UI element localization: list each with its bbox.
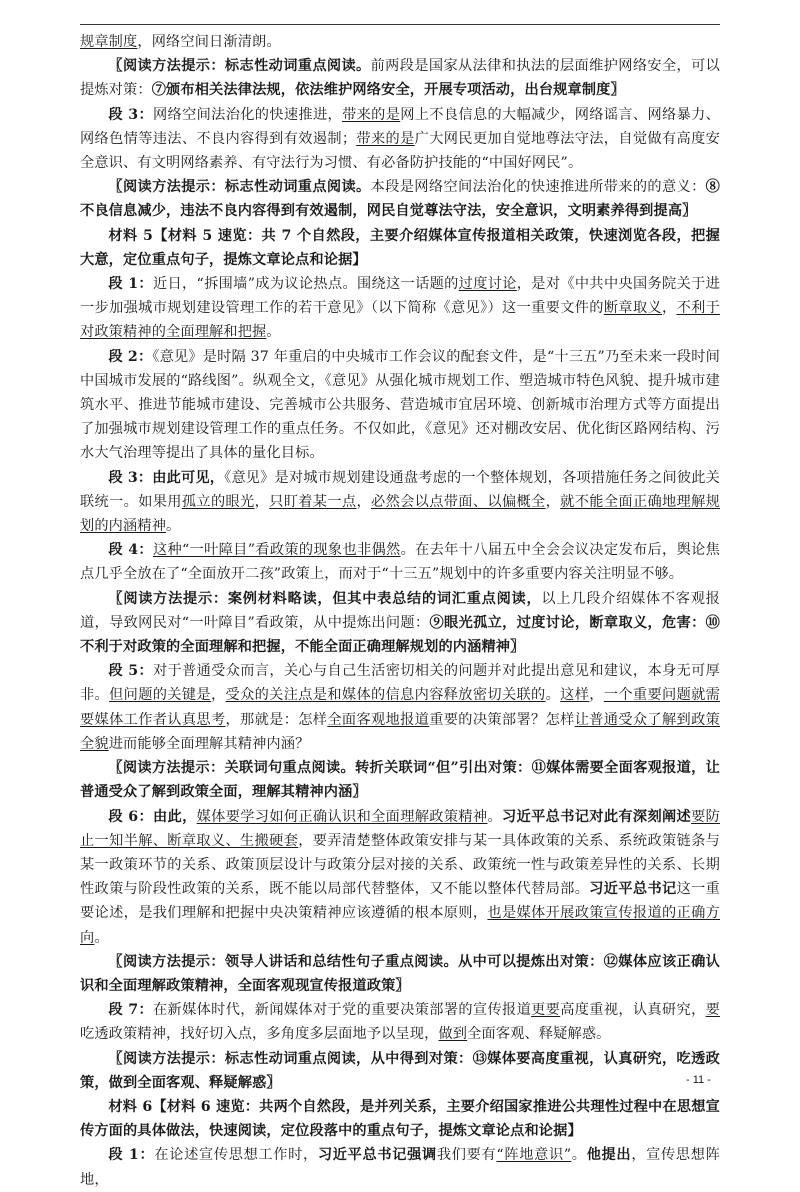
bold-text: 段 5： xyxy=(108,663,153,680)
bold-text: 〖阅读方法提示：领导人讲话和总结性句子重点阅读。从中可以提炼出对策：⑫媒体应该正确认识和全面理解政策精神，全面客观现宣传报道政策〗 xyxy=(80,953,720,994)
text-run: 吃透政策精神，找好切入点，多角度多层面地予以呈现， xyxy=(80,1026,439,1043)
text-run: 在新媒体时代，新闻媒体对于党的重要决策部署的宣传报道 xyxy=(153,1002,532,1019)
text-run: 《意见》是时隔 37 年重启的中央城市工作会议的配套文件，是“十三五”乃至未来一段时间中国城市发展的“路线图”。纵观全文，《意见》从强化城市规划工作、塑造城市特色风貌、提升城市建筑水平、推进节能城市建设、完善城市公共服务、营造城市宜居环境、创新城市治理方式等方面提出了加强城市规划建设管理工作的重点任务。不仅如此，《意见》还对棚改安居、优化街区路网结构、污水大气治理等提出了具体的量化目标。 xyxy=(80,348,720,462)
text-run: ， xyxy=(545,493,561,510)
bold-text: 段 2： xyxy=(108,348,153,365)
paragraph xyxy=(80,466,720,539)
bold-text: 习近平总书记 xyxy=(589,881,677,898)
bold-text: ⑨眼光孤立，过度讨论，断章取义，危害：⑩不利于对政策的全面理解和把握，不能全面正确理解规划的内涵精神〗 xyxy=(80,614,720,656)
text-run: ， xyxy=(356,493,372,510)
paragraph xyxy=(80,345,720,466)
text-run: 在论述宣传思想工作时， xyxy=(154,1147,318,1164)
text-run: ， xyxy=(210,687,226,704)
underlined-text: 带来的是 xyxy=(356,130,415,147)
paragraph xyxy=(80,272,720,345)
text-run: 重要的决策部署？怎样 xyxy=(429,711,575,728)
bold-text: 段 3： xyxy=(108,106,153,123)
text-run: 高度重视，认真研究， xyxy=(560,1002,706,1019)
text-run: 。 xyxy=(545,687,561,704)
bold-text: 段 6：由此， xyxy=(108,808,197,825)
paragraph xyxy=(80,54,720,102)
text-run: ， xyxy=(662,300,677,317)
underlined-text: 更要 xyxy=(531,1002,561,1019)
bold-text: 〖阅读方法提示：标志性动词重点阅读。 xyxy=(108,179,371,196)
text-run: ，那就是：怎样 xyxy=(225,711,328,728)
paragraph xyxy=(80,224,720,272)
underlined-text: 过度讨论 xyxy=(458,276,517,293)
text-run: 以上几段介绍媒体不客观报道，导致网民对“一叶障目”看政策，从中提炼出问题： xyxy=(80,590,720,631)
underlined-text: 就不能全面正确地理解规划的内涵精神 xyxy=(80,493,720,535)
bold-text: 材料 5【材料 5 速览：共 7 个自然段，主要介绍媒体宣传报道相关政策，快速浏览各段，把握大意，定位重点句子，提炼文章论点和论据】 xyxy=(80,227,720,268)
bold-text: ⑧不良信息减少，违法不良内容得到有效遏制，网民自觉尊法守法，安全意识，文明素养得到提高〗 xyxy=(80,179,721,220)
bold-text: 〖阅读方法提示：关联词句重点阅读。转折关联词“但”引出对策：⑪媒体需要全面客观报道，让普通受众了解到政策全面，理解其精神内涵〗 xyxy=(80,760,720,801)
paragraph xyxy=(80,103,720,176)
paragraph xyxy=(80,998,720,1046)
text-run: 我们要有 xyxy=(436,1147,497,1164)
text-run: ，宣传思想阵地， xyxy=(80,1147,721,1188)
underlined-text: 做到 xyxy=(438,1026,468,1043)
underlined-text: 孤立的眼光 xyxy=(181,493,255,510)
text-run: 对于普通受众而言，关心与自己生活密切相关的问题并对此提出意见和建议，本身无可厚非。 xyxy=(80,663,720,704)
underlined-text: 带来的是 xyxy=(342,106,401,123)
paragraph xyxy=(80,30,720,54)
bold-text: 材料 6【材料 6 速览：共两个自然段，是并列关系，主要介绍国家推进公共理性过程中在思想宣传方面的具体做法，快速阅读，定位段落中的重点句子，提炼文章论点和论据】 xyxy=(80,1098,720,1140)
paragraph xyxy=(80,756,720,804)
paragraph xyxy=(80,1095,720,1143)
bold-text: 习近平总书记对此有深刻阐述 xyxy=(502,808,692,825)
underlined-text: “阵地意识” xyxy=(496,1147,572,1164)
paragraph xyxy=(80,587,720,660)
text-run: 全面客观、释疑解惑。 xyxy=(467,1026,611,1043)
text-run: 。 xyxy=(266,324,281,341)
underlined-text: 规章制度 xyxy=(80,34,138,50)
paragraph xyxy=(80,805,720,950)
text-run: ，是对《中共中央国务院关于进一步加强城市规划建设管理工作的若干意见》（以下简称《意见》）这一重要文件的 xyxy=(80,276,720,317)
bold-text: ⑦颁布相关法律法规，依法维护网络安全，开展专项活动，出台规章制度〗 xyxy=(151,82,625,99)
underlined-text: 必然会以点带面、以偏概全 xyxy=(371,493,546,510)
text-run: 。 xyxy=(571,1147,587,1164)
text-run: 本段是网络空间法治化的快速推进所带来的的意义： xyxy=(370,179,706,196)
underlined-text: 也是媒体开展政策宣传报道的正确方向 xyxy=(80,905,720,946)
bold-text: 段 7： xyxy=(108,1002,153,1019)
paragraph xyxy=(80,175,720,223)
bold-text: 段 3：由此可见， xyxy=(108,469,225,486)
text-run: ，网络空间日渐清朗。 xyxy=(137,34,281,50)
paragraph xyxy=(80,538,720,586)
document-body xyxy=(80,30,720,1192)
bold-text: 习近平总书记强调 xyxy=(317,1147,437,1164)
text-run: 。 xyxy=(487,808,503,825)
paragraph xyxy=(80,1143,720,1191)
text-run: ， xyxy=(254,493,270,510)
bold-text: 段 4： xyxy=(108,542,153,559)
header-rule xyxy=(80,24,720,25)
page-number: - 11 - xyxy=(686,1074,711,1086)
underlined-text: 但问题的关键是 xyxy=(109,687,211,704)
underlined-text: 全面客观地报道 xyxy=(327,711,430,728)
text-run: 近日，“拆围墙”成为议论热点。围绕这一话题的 xyxy=(152,276,459,293)
text-run: 前两段是国家从法律和执法的层面维护网络安全，可以提炼对策： xyxy=(80,58,720,99)
bold-text: 〖阅读方法提示：标志性动词重点阅读，从中得到对策：⑬媒体要高度重视，认真研究，吃透政策，做到全面客观、释疑解惑〗 xyxy=(80,1050,720,1091)
underlined-text: 断章取义 xyxy=(603,300,663,317)
bold-text: 段 1： xyxy=(108,1147,155,1164)
text-run: ， xyxy=(589,687,604,704)
text-run: 网上不良信息的大幅减少，网络谣言、网络暴力、网络色情等违法、不良内容得到有效遏制； xyxy=(80,106,720,147)
underlined-text: 这种“一叶障目”看政策的现象也非偶然 xyxy=(152,542,401,559)
paragraph xyxy=(80,1047,720,1095)
text-run: 进而能够全面理解其精神内涵？ xyxy=(108,735,310,752)
underlined-text: 不利于对政策精神的全面理解和把握 xyxy=(80,300,720,341)
paragraph xyxy=(80,659,720,756)
underlined-text: 要 xyxy=(705,1002,720,1019)
text-run: 。在去年十八届五中全会会议决定发布后，舆论焦点几乎全放在了“全面放开二孩”政策上，而对于“十三五”规划中的许多重要内容关注明显不够。 xyxy=(80,542,720,583)
underlined-text: 只盯着某一点 xyxy=(269,493,357,510)
bold-text: 段 1： xyxy=(108,276,153,293)
text-run: 广大网民更加自觉地尊法守法，自觉做有高度安全意识、有文明网络素养、有守法行为习惯、有必备防护技能的“中国好网民”。 xyxy=(80,130,720,172)
paragraph xyxy=(80,950,720,998)
text-run: 网络空间法治化的快速推进， xyxy=(153,106,343,123)
bold-text: 他提出 xyxy=(586,1147,632,1164)
underlined-text: 让普通受众了解到政策全貌 xyxy=(80,711,720,752)
text-run: ，要弄清楚整体政策安排与某一具体政策的关系、系统政策链条与某一政策环节的关系、政策顶层设计与政策分层对接的关系、政策统一性与政策差异性的关系、长期性政策与阶段性政策的关系，既不能以局部代替整体，又不能以整体代替局部。 xyxy=(80,832,720,898)
bold-text: 〖阅读方法提示：标志性动词重点阅读。 xyxy=(108,58,371,75)
underlined-text: 媒体要学习如何正确认识和全面理解政策精神 xyxy=(196,808,488,825)
underlined-text: 这样 xyxy=(560,687,590,704)
text-run: 。 xyxy=(166,518,181,535)
underlined-text: 受众的关注点是和媒体的信息内容释放密切关联的 xyxy=(225,687,546,704)
underlined-text: 一个重要问题就需要媒体工作者认真思考 xyxy=(80,687,721,728)
text-run: 。 xyxy=(94,929,109,946)
text-run: 《意见》是对城市规划建设通盘考虑的一个整体规划，各项措施任务之间彼此关联统一。如果用 xyxy=(80,469,720,510)
text-run: 这一重要论述，是我们理解和把握中央决策精神应该遵循的根本原则， xyxy=(80,881,720,922)
bold-text: 〖阅读方法提示：案例材料略读，但其中表总结的词汇重点阅读， xyxy=(108,590,542,607)
underlined-text: 要防止一知半解、断章取义、生搬硬套 xyxy=(80,808,720,849)
